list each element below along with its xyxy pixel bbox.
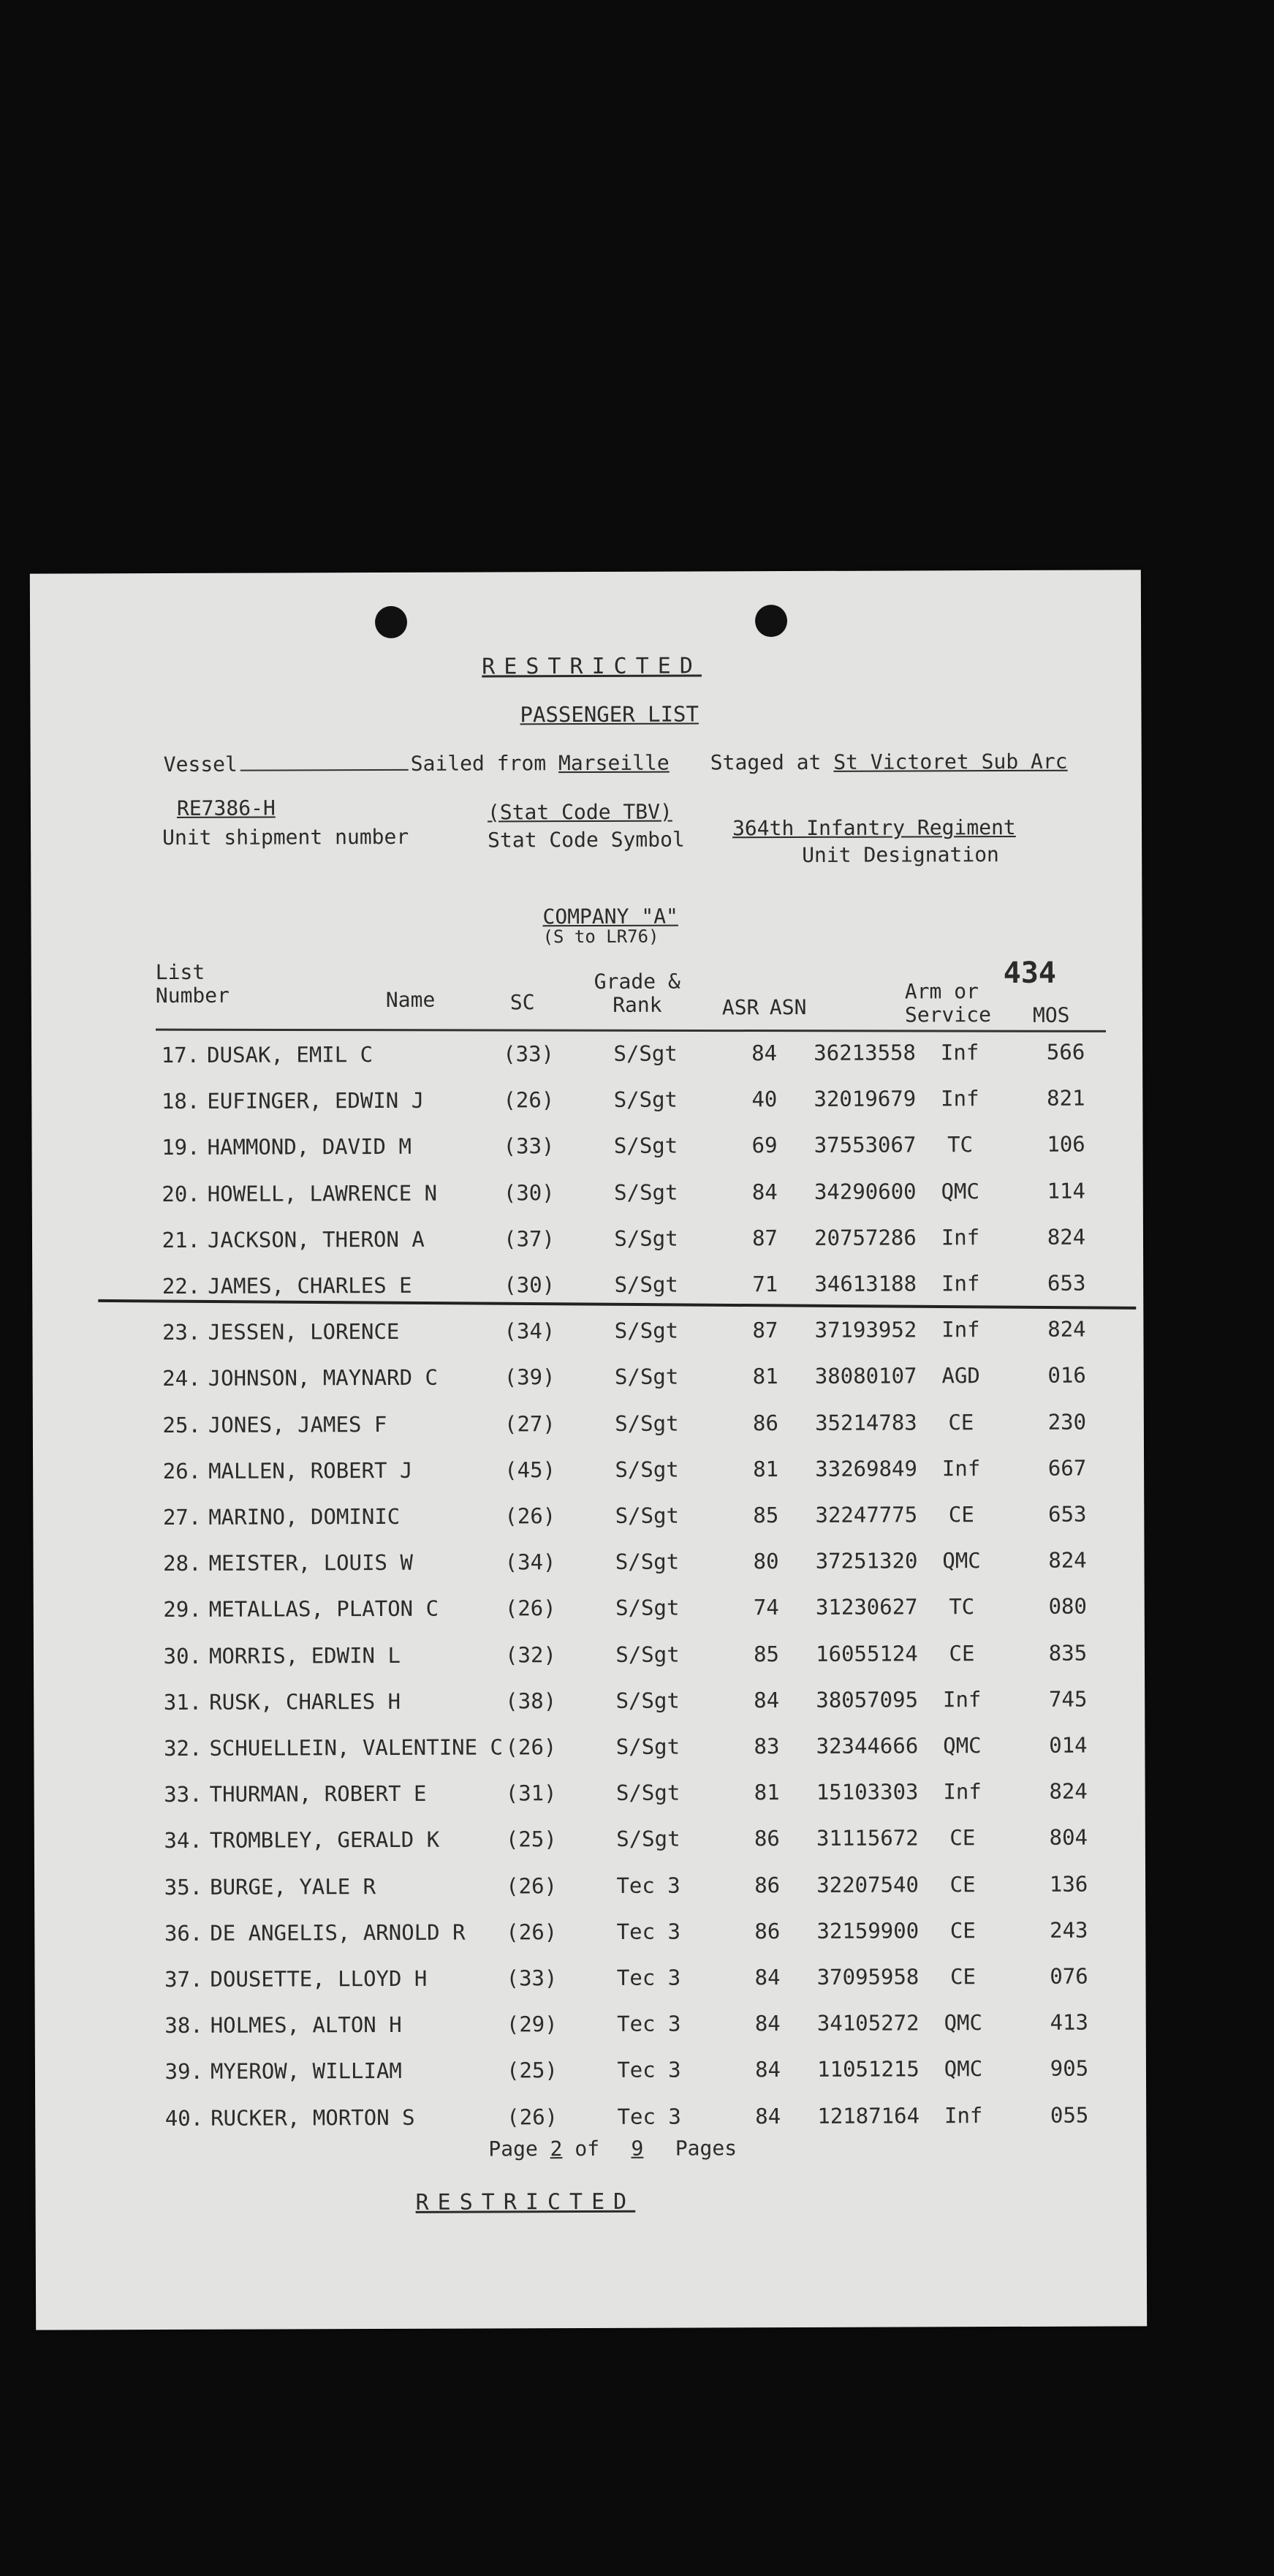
cell-asn: 38057095	[816, 1687, 919, 1712]
cell-sc: (45)	[504, 1457, 556, 1483]
cell-arm: CE	[949, 1825, 976, 1851]
sailed-from-value: Marseille	[558, 750, 670, 776]
cell-name: HOWELL, LAWRENCE N	[207, 1180, 438, 1206]
table-row	[31, 1086, 1142, 1133]
cell-name: EUFINGER, EDWIN J	[207, 1087, 425, 1114]
cell-asr: 84	[754, 1687, 780, 1713]
cell-name: RUCKER, MORTON S	[211, 2104, 415, 2131]
cell-sc: (34)	[504, 1549, 556, 1575]
cell-mos: 824	[1047, 1316, 1086, 1342]
cell-sc: (26)	[503, 1087, 555, 1113]
cell-arm: CE	[949, 1964, 977, 1990]
cell-asr: 86	[754, 1872, 781, 1897]
table-row	[33, 1363, 1144, 1410]
cell-mos: 243	[1050, 1917, 1088, 1943]
table-row	[35, 2056, 1146, 2104]
cell-name: JACKSON, THERON A	[207, 1226, 425, 1253]
cell-arm: TC	[947, 1132, 974, 1157]
cell-grade: S/Sgt	[613, 1040, 678, 1066]
cell-asn: 32207540	[816, 1872, 919, 1897]
cell-asn: 34105272	[816, 2010, 920, 2036]
cell-sc: (33)	[503, 1133, 555, 1159]
cell-mos: 076	[1050, 1963, 1088, 1989]
cell-num: 36.	[164, 1920, 203, 1946]
cell-arm: Inf	[941, 1317, 980, 1342]
cell-arm: CE	[949, 1871, 976, 1897]
cell-sc: (37)	[504, 1225, 555, 1252]
cell-arm: QMC	[944, 2056, 983, 2082]
stat-code-value: (Stat Code TBV)	[487, 799, 672, 825]
cell-num: 37.	[164, 1966, 203, 1993]
cell-name: DOUSETTE, LLOYD H	[210, 1965, 428, 1992]
cell-num: 19.	[162, 1135, 200, 1160]
cell-sc: (26)	[506, 1919, 558, 1945]
col-grade: Grade & Rank	[594, 969, 680, 1017]
cell-num: 26.	[162, 1458, 202, 1484]
cell-name: JONES, JAMES F	[208, 1411, 387, 1438]
cell-mos: 824	[1047, 1224, 1086, 1250]
cell-sc: (30)	[503, 1179, 555, 1205]
cell-grade: S/Sgt	[613, 1087, 678, 1113]
table-row	[33, 1501, 1144, 1549]
table-row	[31, 1039, 1142, 1087]
cell-grade: Tec 3	[617, 2011, 681, 2037]
cell-grade: S/Sgt	[614, 1272, 678, 1297]
col-mos: MOS	[1032, 1002, 1070, 1027]
cell-name: BURGE, YALE R	[210, 1873, 376, 1900]
cell-asr: 86	[752, 1410, 778, 1435]
cell-name: SCHUELLEIN, VALENTINE C	[209, 1734, 504, 1761]
unit-shipment-label: Unit shipment number	[162, 824, 409, 850]
cell-asr: 74	[753, 1595, 779, 1620]
cell-asr: 71	[752, 1272, 778, 1297]
cell-num: 29.	[163, 1597, 202, 1623]
cell-asn: 37553067	[814, 1132, 917, 1158]
cell-num: 27.	[162, 1504, 202, 1530]
table-row	[31, 1132, 1142, 1179]
cell-arm: Inf	[941, 1086, 979, 1111]
cell-sc: (25)	[505, 1827, 557, 1852]
cell-sc: (26)	[504, 1503, 556, 1529]
cell-grade: Tec 3	[616, 1873, 680, 1898]
col-name: Name	[385, 987, 436, 1012]
cell-mos: 905	[1050, 2056, 1089, 2082]
cell-arm: Inf	[943, 1779, 982, 1805]
cell-mos: 080	[1048, 1594, 1087, 1620]
vessel-label: Vessel	[164, 752, 409, 777]
cell-arm: Inf	[941, 1455, 981, 1481]
cell-mos: 014	[1049, 1732, 1088, 1758]
cell-asn: 31115672	[816, 1825, 919, 1851]
cell-grade: Tec 3	[616, 1965, 681, 1990]
cell-arm: Inf	[941, 1271, 980, 1296]
cell-name: MEISTER, LOUIS W	[208, 1550, 413, 1576]
cell-arm: TC	[949, 1594, 975, 1620]
cell-sc: (27)	[504, 1410, 556, 1436]
cell-arm: Inf	[944, 2102, 983, 2128]
page-footer: Page 2 of 9 Pages	[488, 2136, 738, 2161]
cell-asr: 87	[752, 1318, 778, 1343]
cell-asn: 36213558	[814, 1040, 917, 1065]
cell-asn: 20757286	[814, 1225, 917, 1250]
company-code: (S to LR76)	[542, 926, 659, 948]
cell-grade: S/Sgt	[614, 1225, 678, 1251]
cell-grade: S/Sgt	[615, 1457, 679, 1482]
page-number-note: 434	[1003, 956, 1057, 991]
cell-name: JOHNSON, MAYNARD C	[208, 1365, 438, 1391]
cell-name: HAMMOND, DAVID M	[207, 1134, 412, 1160]
cell-mos: 835	[1048, 1640, 1088, 1666]
cell-asr: 87	[752, 1225, 778, 1251]
header-rule	[156, 1029, 1106, 1032]
cell-mos: 804	[1049, 1825, 1088, 1851]
table-row	[34, 1779, 1145, 1827]
restricted-heading: RESTRICTED	[482, 653, 702, 680]
restricted-footer: RESTRICTED	[415, 2188, 636, 2216]
cell-mos: 821	[1047, 1085, 1085, 1111]
cell-arm: QMC	[944, 2010, 982, 2036]
table-row	[34, 1871, 1145, 1919]
cell-grade: Tec 3	[617, 2057, 681, 2083]
cell-asr: 85	[753, 1503, 779, 1528]
cell-asr: 80	[753, 1549, 779, 1574]
cell-name: DE ANGELIS, ARNOLD R	[210, 1919, 466, 1946]
unit-designation-label: Unit Designation	[802, 842, 999, 867]
cell-grade: S/Sgt	[615, 1688, 680, 1713]
cell-name: MORRIS, EDWIN L	[208, 1642, 401, 1669]
cell-asr: 84	[751, 1040, 778, 1066]
cell-sc: (30)	[504, 1272, 556, 1298]
cell-grade: S/Sgt	[615, 1642, 680, 1667]
cell-num: 21.	[162, 1227, 201, 1253]
cell-arm: CE	[948, 1409, 974, 1435]
cell-asr: 85	[753, 1641, 780, 1666]
table-row	[32, 1317, 1143, 1364]
page-number: 2	[550, 2137, 563, 2161]
cell-asr: 81	[753, 1456, 779, 1482]
cell-mos: 824	[1049, 1778, 1088, 1804]
staged-at: Staged at St Victoret Sub Arc	[710, 749, 1068, 775]
col-list-number: List Number	[155, 959, 230, 1008]
cell-grade: Tec 3	[617, 2104, 681, 2129]
cell-sc: (26)	[504, 1595, 556, 1621]
punch-hole-right	[755, 605, 787, 637]
cell-num: 34.	[164, 1828, 202, 1854]
cell-num: 38.	[164, 2013, 203, 2039]
cell-mos: 667	[1047, 1455, 1087, 1481]
col-asr: ASR	[721, 995, 759, 1020]
cell-name: MYEROW, WILLIAM	[210, 2058, 402, 2085]
cell-mos: 653	[1047, 1270, 1086, 1296]
cell-asn: 32019679	[814, 1086, 917, 1112]
cell-asr: 81	[752, 1364, 778, 1389]
cell-arm: QMC	[942, 1548, 981, 1574]
cell-grade: S/Sgt	[615, 1595, 680, 1621]
cell-asr: 84	[751, 1179, 778, 1204]
table-row	[34, 1917, 1145, 1965]
cell-asr: 84	[755, 2103, 781, 2129]
col-sc: SC	[509, 990, 535, 1015]
cell-asr: 84	[754, 2011, 781, 2036]
cell-num: 17.	[161, 1042, 200, 1068]
col-asn: ASN	[769, 994, 807, 1020]
cell-mos: 566	[1046, 1039, 1085, 1065]
cell-name: JAMES, CHARLES E	[208, 1272, 412, 1299]
cell-asn: 11051215	[817, 2056, 920, 2082]
cell-asr: 83	[754, 1734, 780, 1759]
punch-hole-left	[375, 606, 407, 638]
cell-asn: 38080107	[814, 1363, 917, 1389]
cell-name: MARINO, DOMINIC	[208, 1503, 401, 1530]
cell-name: THURMAN, ROBERT E	[209, 1780, 427, 1807]
cell-arm: CE	[948, 1502, 974, 1527]
col-arm: Arm or Service	[904, 979, 991, 1027]
company-heading: COMPANY "A"	[542, 904, 678, 929]
cell-asr: 81	[754, 1780, 780, 1805]
cell-sc: (33)	[506, 1965, 558, 1991]
staged-at-value: St Victoret Sub Arc	[833, 749, 1068, 774]
cell-num: 20.	[162, 1181, 200, 1206]
table-row	[32, 1224, 1143, 1272]
cell-num: 31.	[163, 1689, 202, 1715]
cell-asn: 32344666	[816, 1733, 919, 1759]
document-title: PASSENGER LIST	[520, 701, 699, 728]
cell-num: 22.	[162, 1273, 201, 1299]
cell-arm: QMC	[941, 1178, 980, 1204]
cell-asn: 32159900	[816, 1918, 920, 1944]
cell-grade: S/Sgt	[615, 1734, 680, 1759]
cell-arm: CE	[949, 1917, 976, 1944]
cell-name: TROMBLEY, GERALD K	[209, 1827, 440, 1854]
table-row	[32, 1178, 1143, 1225]
cell-asr: 69	[751, 1133, 778, 1158]
cell-sc: (31)	[505, 1780, 557, 1806]
table-row	[34, 1640, 1145, 1688]
cell-num: 28.	[163, 1551, 202, 1576]
cell-asn: 15103303	[816, 1779, 919, 1805]
cell-mos: 653	[1048, 1501, 1087, 1527]
cell-asr: 84	[754, 2057, 781, 2082]
cell-mos: 016	[1047, 1363, 1086, 1389]
cell-grade: S/Sgt	[614, 1179, 678, 1205]
cell-asr: 84	[754, 1965, 781, 1990]
cell-sc: (39)	[504, 1364, 556, 1390]
cell-sc: (25)	[506, 2058, 558, 2083]
cell-num: 24.	[162, 1366, 201, 1391]
cell-sc: (34)	[504, 1318, 556, 1344]
passenger-list-sheet	[30, 570, 1147, 2330]
cell-sc: (38)	[505, 1688, 557, 1714]
cell-num: 18.	[161, 1089, 200, 1114]
cell-num: 23.	[162, 1320, 201, 1345]
sailed-from: Sailed from Marseille	[410, 750, 670, 776]
cell-num: 25.	[162, 1412, 201, 1438]
cell-asn: 34613188	[814, 1271, 917, 1296]
table-row	[33, 1455, 1144, 1503]
cell-asn: 37193952	[814, 1317, 917, 1343]
table-row	[33, 1409, 1144, 1457]
cell-asr: 86	[754, 1918, 781, 1944]
cell-arm: Inf	[942, 1686, 982, 1712]
table-row	[34, 1594, 1145, 1642]
cell-asn: 33269849	[815, 1456, 917, 1481]
cell-name: HOLMES, ALTON H	[210, 2012, 402, 2038]
table-row	[35, 2010, 1146, 2058]
cell-grade: S/Sgt	[615, 1549, 680, 1575]
cell-asn: 31230627	[815, 1594, 918, 1620]
cell-sc: (33)	[503, 1041, 555, 1067]
cell-grade: S/Sgt	[615, 1503, 680, 1528]
page-total: 9	[631, 2136, 644, 2161]
cell-asn: 32247775	[815, 1502, 918, 1527]
cell-asn: 37095958	[816, 1964, 920, 1990]
cell-mos: 055	[1050, 2102, 1089, 2128]
cell-mos: 106	[1047, 1132, 1085, 1157]
table-row	[34, 1732, 1145, 1780]
table-row	[33, 1548, 1144, 1595]
cell-asn: 34290600	[814, 1179, 917, 1204]
cell-mos: 824	[1048, 1547, 1087, 1573]
cell-arm: QMC	[943, 1733, 982, 1759]
cell-mos: 136	[1049, 1871, 1088, 1897]
unit-shipment-number: RE7386-H	[176, 796, 276, 820]
cell-sc: (29)	[506, 2012, 558, 2037]
table-row	[34, 1963, 1145, 2011]
cell-asn: 35214783	[814, 1410, 917, 1435]
cell-num: 39.	[164, 2059, 204, 2085]
cell-num: 32.	[163, 1735, 202, 1761]
stat-code-label: Stat Code Symbol	[488, 827, 685, 853]
cell-asn: 16055124	[816, 1641, 918, 1666]
cell-sc: (26)	[507, 2104, 558, 2129]
cell-num: 35.	[164, 1874, 203, 1900]
table-row	[32, 1270, 1143, 1318]
cell-mos: 413	[1050, 2009, 1088, 2035]
cell-grade: S/Sgt	[615, 1410, 679, 1436]
cell-arm: AGD	[941, 1363, 980, 1389]
cell-name: MALLEN, ROBERT J	[208, 1457, 413, 1484]
cell-mos: 230	[1047, 1409, 1087, 1435]
cell-grade: Tec 3	[616, 1919, 681, 1944]
cell-asn: 37251320	[815, 1548, 918, 1574]
cell-sc: (26)	[505, 1734, 557, 1760]
cell-asn: 12187164	[817, 2103, 920, 2129]
table-row	[34, 1686, 1145, 1734]
cell-grade: S/Sgt	[614, 1364, 679, 1390]
cell-arm: Inf	[940, 1040, 979, 1065]
cell-name: JESSEN, LORENCE	[208, 1319, 400, 1345]
cell-grade: S/Sgt	[616, 1826, 680, 1852]
cell-arm: CE	[949, 1640, 975, 1666]
cell-asr: 40	[751, 1087, 778, 1112]
cell-grade: S/Sgt	[613, 1133, 678, 1159]
cell-name: DUSAK, EMIL C	[207, 1042, 374, 1068]
cell-name: METALLAS, PLATON C	[208, 1596, 439, 1623]
cell-mos: 114	[1047, 1178, 1086, 1204]
cell-num: 33.	[164, 1782, 202, 1808]
cell-grade: S/Sgt	[615, 1780, 680, 1806]
cell-sc: (32)	[504, 1642, 556, 1667]
cell-grade: S/Sgt	[614, 1318, 679, 1344]
cell-arm: Inf	[941, 1224, 980, 1250]
cell-num: 30.	[163, 1643, 202, 1669]
cell-sc: (26)	[506, 1873, 558, 1898]
cell-num: 40.	[164, 2105, 204, 2131]
table-row	[34, 1825, 1145, 1873]
cell-name: RUSK, CHARLES H	[209, 1688, 401, 1715]
cell-mos: 745	[1048, 1686, 1088, 1712]
cell-asr: 86	[754, 1826, 780, 1851]
unit-designation-value: 364th Infantry Regiment	[732, 815, 1016, 841]
